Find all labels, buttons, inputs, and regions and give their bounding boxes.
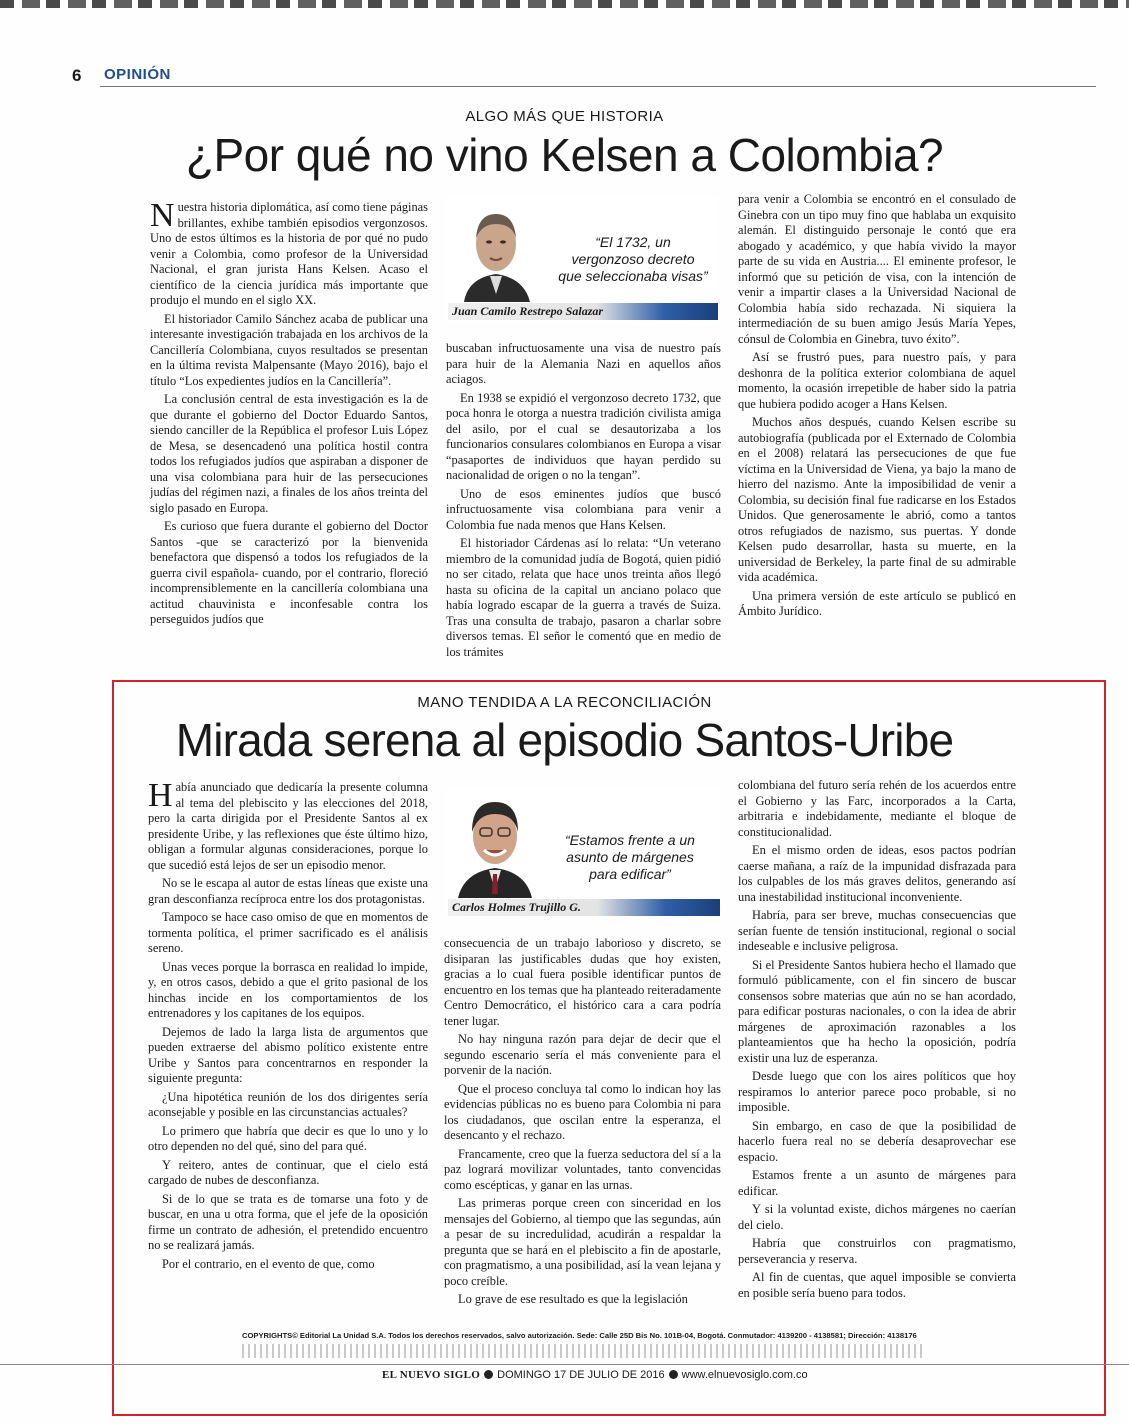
paragraph: Habría que construirlos con pragmatismo, perseverancia y reserva.: [738, 1236, 1016, 1266]
article2-author-box: [446, 788, 720, 918]
paragraph: El historiador Cárdenas así lo relata: “Un veterano miembro de la comunidad judía de Bogotá, quien pidió no ser citado, relata que hace unos treinta años llegó hasta su oficina de la capital un anciano polaco que había logrado escapar de la guerra a través de Suiza. Tras una consulta de trabajo, pasaron a charlar sobre diversos temas. El señor le comentó que en medio de los trámites: [446, 536, 721, 659]
paragraph: Una primera versión de este artículo se publicó en Ámbito Jurídico.: [738, 588, 1016, 618]
publication-date: DOMINGO 17 DE JULIO DE 2016: [497, 1369, 665, 1381]
paragraph: Francamente, creo que la fuerza seductora del sí a la paz logrará movilizar voluntades, tanto convencidas como escépticas, y ganar en las urnas.: [444, 1146, 721, 1192]
article1-pull-quote: “El 1732, un vergonzoso decreto que seleccionaba visas”: [558, 234, 708, 284]
bullet-icon: [484, 1370, 493, 1379]
paragraph: Muchos años después, cuando Kelsen escribe su autobiografía (publicada por el Externado de Colombia en el 2008) relatará las persecuciones de que fue víctima en la Universidad de Viena, ya bajo la mano de hierro del nazismo. Ante la imposibilidad de venir a Colombia, su decisión final fue radicarse en los Estados Unidos. Que generosamente le abrió, como a tantos otros refugiados de nazismo, sus puertas. Y donde Kelsen pudo desarrollar, hasta su muerte, en la universidad de Berkeley, la parte final de su admirable vida académica.: [738, 415, 1016, 584]
article2-author-name: Carlos Holmes Trujillo G.: [448, 899, 720, 916]
paragraph: Si de lo que se trata es de tomarse una foto y de buscar, en una u otra forma, que el jefe de la oposición firme un contrato de adhesión, el pretendido encuentro no se realizará jamás.: [148, 1191, 428, 1252]
article1-column-1: [150, 197, 428, 631]
drop-cap: N: [150, 197, 175, 234]
paragraph: No se le escapa al autor de estas líneas que existe una gran desconfianza recíproca entre los dos protagonistas.: [148, 876, 428, 906]
paragraph: consecuencia de un trabajo laborioso y discreto, se disiparan las justificables dudas que hoy existen, gracias a lo cual fuera posible identificar puntos de encuentro en los temas que ha planteado reiteradamente Centro Democrático, el histórico cara a cara podría tener lugar.: [444, 936, 721, 1028]
page-number: 6: [72, 66, 82, 85]
page-footer: [382, 1369, 808, 1381]
article2-column-3: [738, 778, 1016, 1304]
article2-column-1: [148, 777, 428, 1275]
paragraph: para venir a Colombia se encontró en el consulado de Ginebra con un tipo muy fino que hablaba un exquisito alemán. El distinguido personaje le contó que era abogado y académico, y que había vivido la mayor parte de su vida en Austria.... El eminente profesor, le informó que su petición de visa, con la intención de venir a impartir clases a la Universidad Nacional de Colombia había sido rechazada. Ni siquiera la intermediación de su buen amigo Jesús María Yepes, cónsul de Colombia en Ginebra, tuvo éxito”.: [738, 192, 1016, 346]
paragraph: ¿Una hipotética reunión de los dos dirigentes sería aconsejable y posible en las circunstancias actuales?: [148, 1089, 428, 1119]
article1-column-2: [446, 341, 721, 663]
paragraph: Así se frustró pues, para nuestro país, y para deshonra de la política exterior colombiana de aquel momento, la ocasión irrepetible de haber sido la patria que hubiera podido acoger a Hans Kelsen.: [738, 350, 1016, 411]
article1-column-3: [738, 192, 1016, 623]
paragraph: Al fin de cuentas, que aquel imposible se convierta en posible sería bueno para todos.: [738, 1270, 1016, 1300]
paragraph: Por el contrario, en el evento de que, como: [162, 1256, 375, 1271]
article1-author-box: [446, 196, 718, 323]
paragraph: La conclusión central de esta investigación es la de que durante el gobierno del Doctor Eduardo Santos, siendo canciller de la República el profesor Luis López de Mesa, se desencadenó una política hostil contra todos los refugiados judíos que aspiraban a disponer de una visa colombiana para huir de las persecuciones judías del régimen nazi, a finales de los años treinta del siglo pasado en Europa.: [150, 392, 428, 515]
paragraph: Que el proceso concluya tal como lo indican hoy las evidencias públicas no es bueno para Colombia ni para los ciudadanos, que oscilan entre la esperanza, el desencanto y el rechazo.: [444, 1081, 721, 1142]
article2-headline: Mirada serena al episodio Santos-Uribe: [175, 714, 954, 766]
paragraph: Las primeras porque creen con sinceridad en los mensajes del Gobierno, al tiempo que las segundas, aún a pesar de su incredulidad, acudirán a respaldar la pregunta que se hará en el plebiscito a fin de apostarle, con pragmatismo, a una posibilidad, así la vean lejana y poco creíble.: [444, 1196, 721, 1288]
article1-author-name: Juan Camilo Restrepo Salazar: [448, 303, 718, 320]
paragraph: No hay ninguna razón para dejar de decir que el segundo escenario sería el más conveniente para el porvenir de la nación.: [444, 1032, 721, 1077]
paragraph: Dejemos de lado la larga lista de argumentos que pueden extraerse del abismo político existente entre Uribe y Santos para concentrarnos en responder la siguiente pregunta:: [148, 1024, 428, 1085]
paragraph: El historiador Camilo Sánchez acaba de publicar una interesante investigación trabajada en los archivos de la Cancillería Colombiana, cuyos resultados se presentan en la última revista Malpensante (Mayo 2016), bajo el título “Los expedientes judíos en la Cancillería”.: [150, 311, 428, 388]
author-photo-carlos-holmes: [452, 790, 538, 898]
drop-cap: H: [148, 777, 173, 814]
paragraph: Es curioso que fuera durante el gobierno del Doctor Santos -que se caracterizó por la bienvenida benefactora que dispensó a todos los refugiados de la guerra civil española- cuando, por el contrario, floreció incomprensiblemente en la cancillería colombiana una actitud chauvinista e inconfesable contra los perseguidos judíos que: [150, 519, 428, 626]
paragraph: Sin embargo, en caso de que la posibilidad de hacerlo fuera real no se debería desaprovechar ese espacio.: [738, 1118, 1016, 1164]
top-edge-scan-artifact: [0, 0, 1129, 8]
paragraph: Y reitero, antes de continuar, que el cielo está cargado de nubes de desconfianza.: [148, 1157, 428, 1187]
paragraph: buscaban infructuosamente una visa de nuestro país para huir de la Alemania Nazi en aquellos años aciagos.: [446, 341, 721, 386]
paragraph: En 1938 se expidió el vergonzoso decreto 1732, que poca honra le otorga a nuestra tradición civilista amiga del asilo, por el cual se desautorizaba a los funcionarios consulares colombianos en Europa a visar “pasaportes de individuos que hayan perdido su nacionalidad de origen o no la tengan”.: [446, 390, 721, 482]
dotted-divider: [242, 1344, 922, 1358]
paragraph: En el mismo orden de ideas, esos pactos podrían caerse mañana, a raíz de la impunidad disfrazada para los culpables de los más graves delitos, generando así una inestabilidad institucional inconveniente.: [738, 843, 1016, 904]
paragraph: Y si la voluntad existe, dichos márgenes no caerían del cielo.: [738, 1202, 1016, 1232]
article1-kicker: ALGO MÁS QUE HISTORIA: [465, 108, 664, 125]
website-url[interactable]: www.elnuevosiglo.com.co: [681, 1369, 808, 1381]
article1-headline: ¿Por qué no vino Kelsen a Colombia?: [185, 129, 944, 181]
paragraph: Uno de esos eminentes judíos que buscó infructuosamente visa colombiana para venir a Colombia fue nada menos que Hans Kelsen.: [446, 486, 721, 532]
paragraph: Unas veces porque la borrasca en realidad lo impide, y, en otros casos, debido a que el grito pasional de los hinchas incide en los comportamientos de los entrenadores y los capitanes de los equipos.: [148, 959, 428, 1020]
paragraph: Habría, para ser breve, muchas consecuencias que serían fuente de tensión institucional, regional o social indeseable e inclusive peligrosa.: [738, 908, 1016, 953]
header-rule: [100, 86, 1096, 87]
copyright-line: COPYRIGHTS© Editorial La Unidad S.A. Todos los derechos reservados, salvo autorización. Sede: Calle 25D Bis No. 101B-04, Bogotá. Conmutador: 4139200 - 4138581; Dirección: 4138176: [242, 1331, 917, 1340]
article2-kicker: MANO TENDIDA A LA RECONCILIACIÓN: [417, 694, 712, 711]
paragraph: Tampoco se hace caso omiso de que en momentos de tormenta política, el primer sacrificado es el análisis sereno.: [148, 910, 428, 955]
article2-column-2: [444, 936, 721, 1311]
paragraph: Estamos frente a un asunto de márgenes para edificar.: [738, 1168, 1016, 1198]
footer-rule: [0, 1364, 1129, 1365]
paragraph: Nuestra historia diplomática, así como tiene páginas brillantes, exhibe también episodios vergonzosos. Uno de estos últimos es la historia de por qué no pudo venir a Colombia, como profesor de la Universidad Nacional, el gran jurista Hans Kelsen. Acaso el científico de la ciencia jurídica más importante que produjo el mundo en el siglo XX.: [150, 197, 428, 307]
paragraph: Lo grave de ese resultado es que la legislación: [458, 1292, 688, 1306]
article2-pull-quote: “Estamos frente a un asunto de márgenes para edificar”: [565, 832, 695, 882]
paragraph: Lo primero que habría que decir es que lo uno y lo otro dependen no del qué, sino del para qué.: [148, 1123, 428, 1153]
section-title: OPINIÓN: [104, 66, 171, 83]
paragraph: colombiana del futuro sería rehén de los acuerdos entre el Gobierno y las Farc, incorporados a la Carta, arbitraria e indebidamente, mediante el bloque de constitucionalidad.: [738, 778, 1016, 839]
newspaper-name: EL NUEVO SIGLO: [382, 1369, 481, 1381]
paragraph: Si el Presidente Santos hubiera hecho el llamado que formuló públicamente, con el fin sincero de buscar consensos sobre materias que aún no se han acordado, para edificar posturas nacionales, o con la idea de abrir márgenes de aproximación razonables a los planteamientos que ha hecho la oposición, podría existir una luz de esperanza.: [738, 957, 1016, 1065]
paragraph: Había anunciado que dedicaría la presente columna al tema del plebiscito y las elecciones del 2018, pero la carta dirigida por el Presidente Santos al ex presidente Uribe, y las reflexiones que éste último hizo, obligan a formular algunas consideraciones, porque lo que sucedió está lejos de ser un episodio menor.: [148, 777, 428, 872]
author-photo-juan-camilo: [454, 198, 538, 302]
paragraph: Desde luego que con los aires políticos que hoy respiramos lo anterior parece poco probable, si no imposible.: [738, 1069, 1016, 1114]
bullet-icon: [669, 1370, 678, 1379]
